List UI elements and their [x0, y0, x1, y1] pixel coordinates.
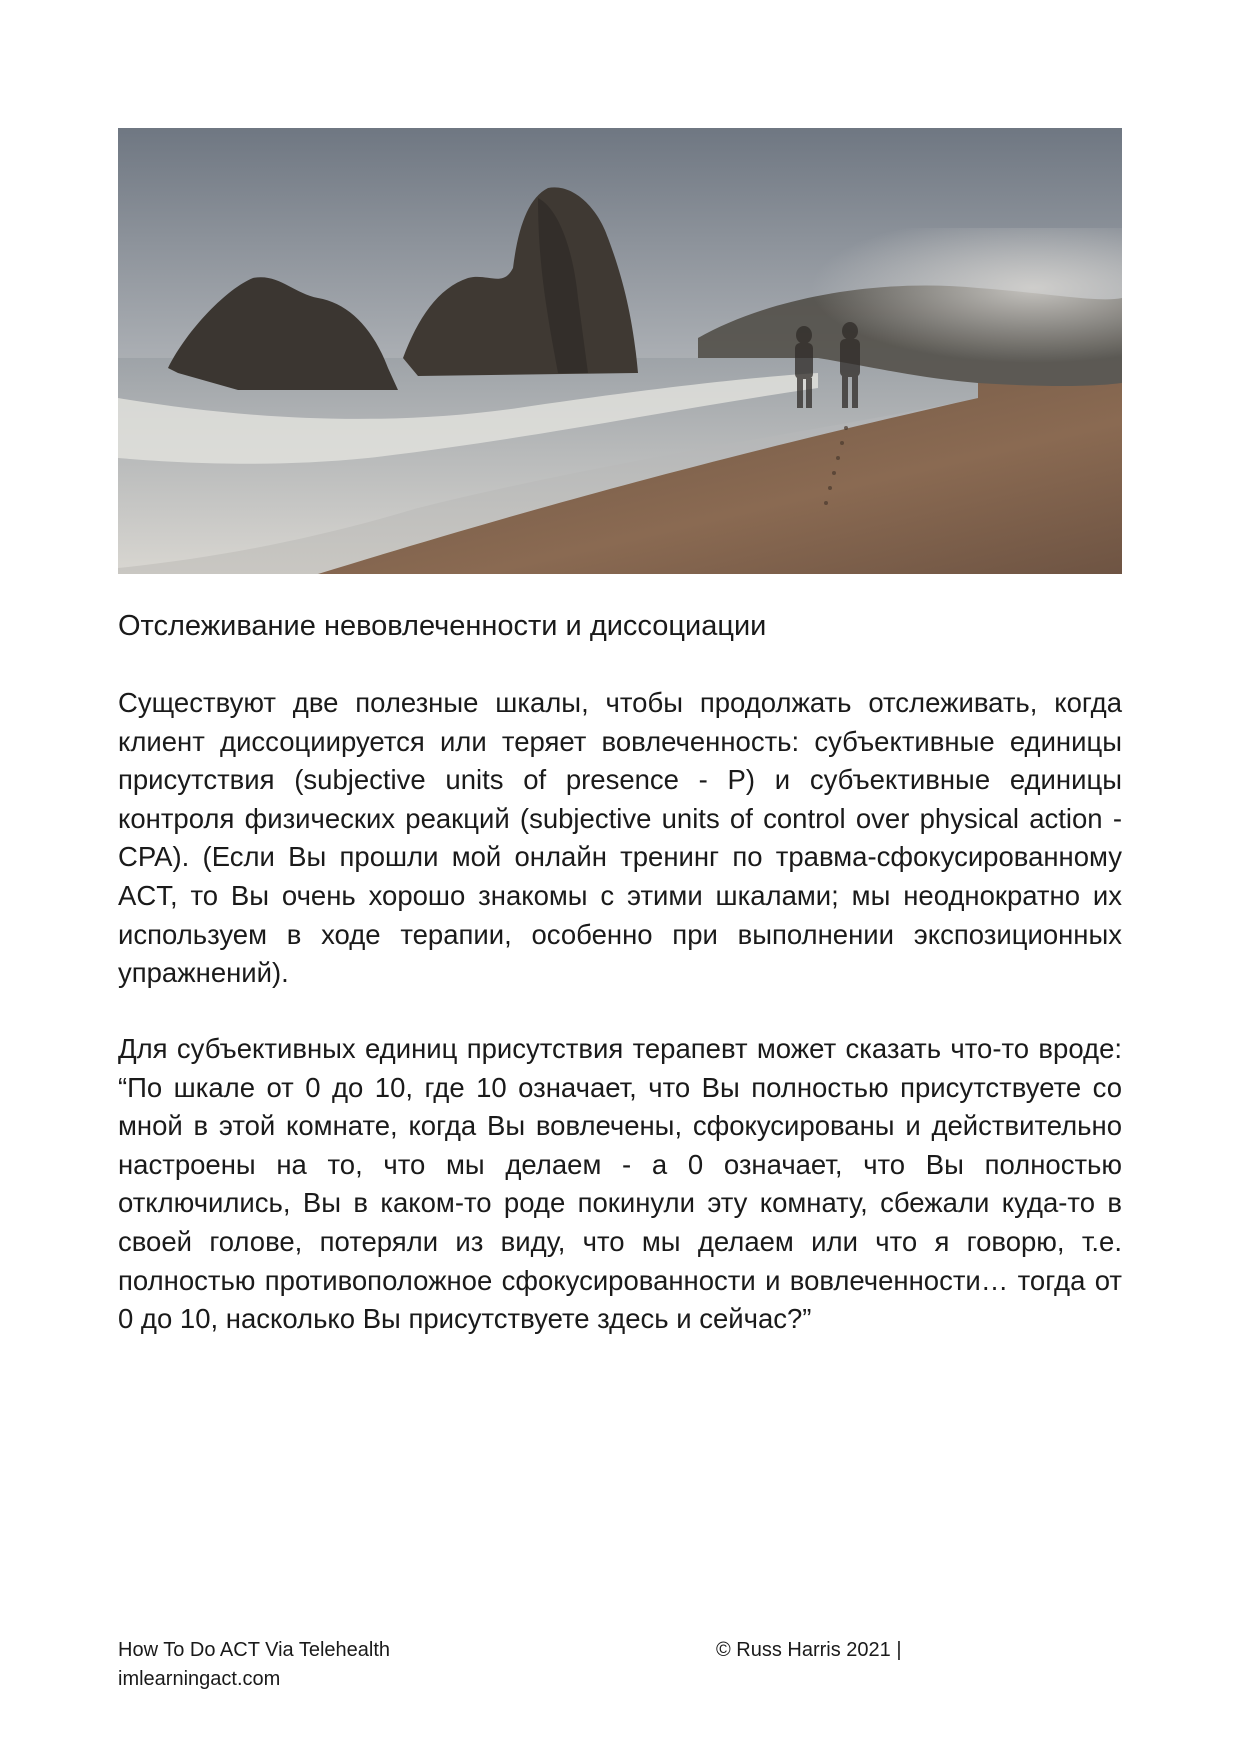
paragraph-1: Существуют две полезные шкалы, чтобы продолжать отслеживать, когда клиент диссоциируется или теряет вовлеченность: субъективные единицы присутствия (subjective units of presence - P) и субъективные единицы контроля физических реакций (subjective units of control over physical action - CPA). (Если Вы прошли мой онлайн тренинг по травма-сфокусированному ACT, то Вы очень хорошо знакомы с этими шкалами; мы неоднократно их используем в ходе терапии, особенно при выполнении экспозиционных упражнений). [118, 687, 1122, 989]
paragraph-2: Для субъективных единиц присутствия терапевт может сказать что-то вроде: “По шкале от 0 до 10, где 10 означает, что Вы полностью присутствуете со мной в этой комнате, когда Вы вовлечены, сфокусированы и действительно настроены на то, что мы делаем - а 0 означает, что Вы полностью отключились, Вы в каком-то роде покинули эту комнату, сбежали куда-то в своей голове, потеряли из виду, что мы делаем или что я говорю, т.е. полностью противоположное сфокусированности и вовлеченности… тогда от 0 до 10, насколько Вы присутствуете здесь и сейчас?” [118, 1033, 1122, 1335]
footer-copyright: © Russ Harris 2021 | [716, 1639, 902, 1661]
footer-left [118, 1636, 390, 1694]
footer-title: How To Do ACT Via Telehealth [118, 1639, 391, 1661]
beach-photo [118, 128, 1122, 574]
section-heading: Отслеживание невовлеченности и диссоциации [118, 610, 767, 642]
beach-photo-illustration [118, 128, 1122, 574]
footer-site: imlearningact.com [118, 1668, 281, 1690]
